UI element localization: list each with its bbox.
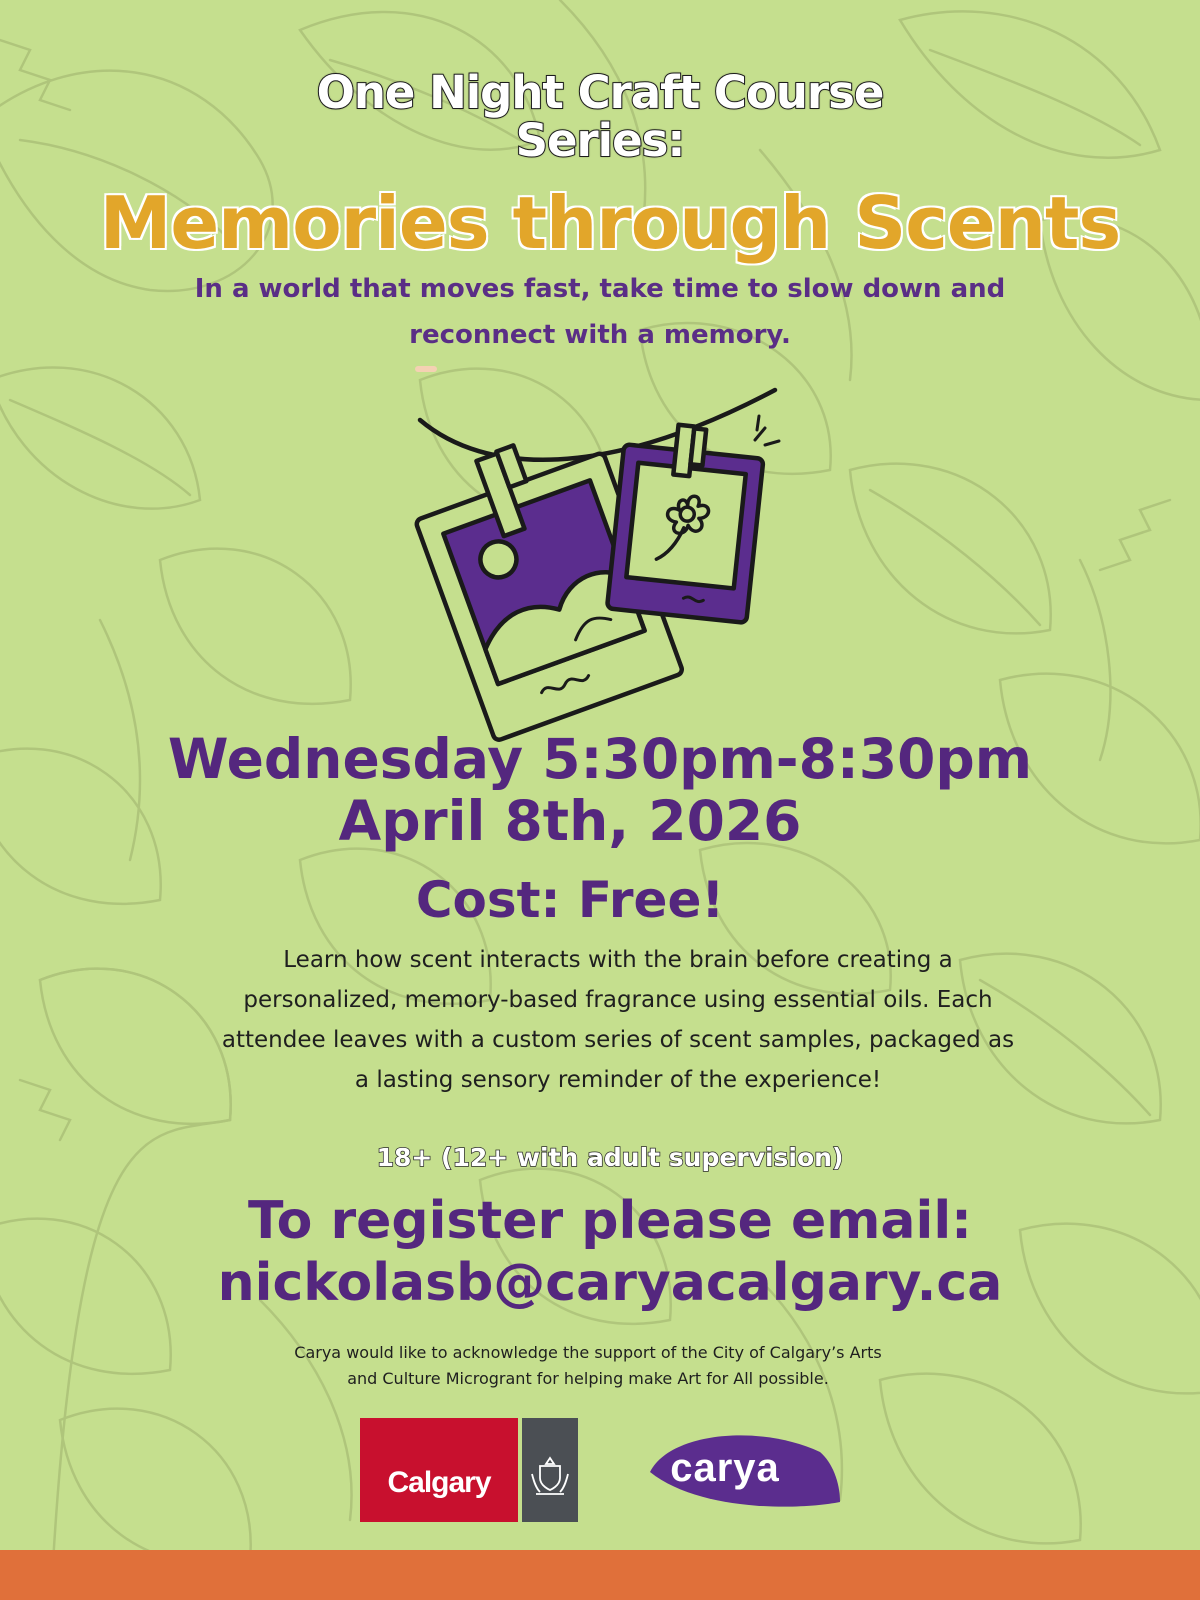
footer-bar: [0, 1550, 1200, 1600]
description-line3: attendee leaves with a custom series of scent samples, packaged as: [221, 1027, 1015, 1053]
hanging-polaroid-photos-icon: [405, 385, 805, 745]
series-title-line1: One Night Craft Course: [316, 66, 884, 119]
event-time: Wednesday 5:30pm-8:30pm: [167, 727, 1033, 791]
event-date: April 8th, 2026: [338, 789, 802, 853]
event-cost: Cost: Free!: [415, 871, 725, 929]
description-line1: Learn how scent interacts with the brain before creating a: [283, 947, 953, 973]
tagline-line2: reconnect with a memory.: [409, 320, 791, 350]
description-line4: a lasting sensory reminder of the experience!: [354, 1067, 882, 1093]
register-email[interactable]: nickolasb@caryacalgary.ca: [217, 1253, 1003, 1313]
city-of-calgary-logo: [360, 1418, 578, 1522]
age-requirement: 18+ (12+ with adult supervision): [376, 1143, 844, 1172]
calgary-logo-text: Calgary: [387, 1466, 491, 1499]
acknowledgement-line2: and Culture Microgrant for helping make Art for All possible.: [347, 1369, 829, 1388]
carya-logo-text: carya: [670, 1446, 780, 1490]
tagline-line1: In a world that moves fast, take time to slow down and: [194, 274, 1006, 304]
series-title-line2: Series:: [515, 114, 685, 167]
decorative-dash: [415, 366, 437, 372]
main-title: Memories through Scents: [99, 181, 1121, 265]
city-crest-icon: [528, 1454, 572, 1498]
acknowledgement-line1: Carya would like to acknowledge the support of the City of Calgary’s Arts: [294, 1343, 882, 1362]
description-line2: personalized, memory-based fragrance using essential oils. Each: [243, 987, 993, 1013]
carya-logo: [640, 1432, 840, 1510]
register-heading: To register please email:: [248, 1191, 972, 1251]
